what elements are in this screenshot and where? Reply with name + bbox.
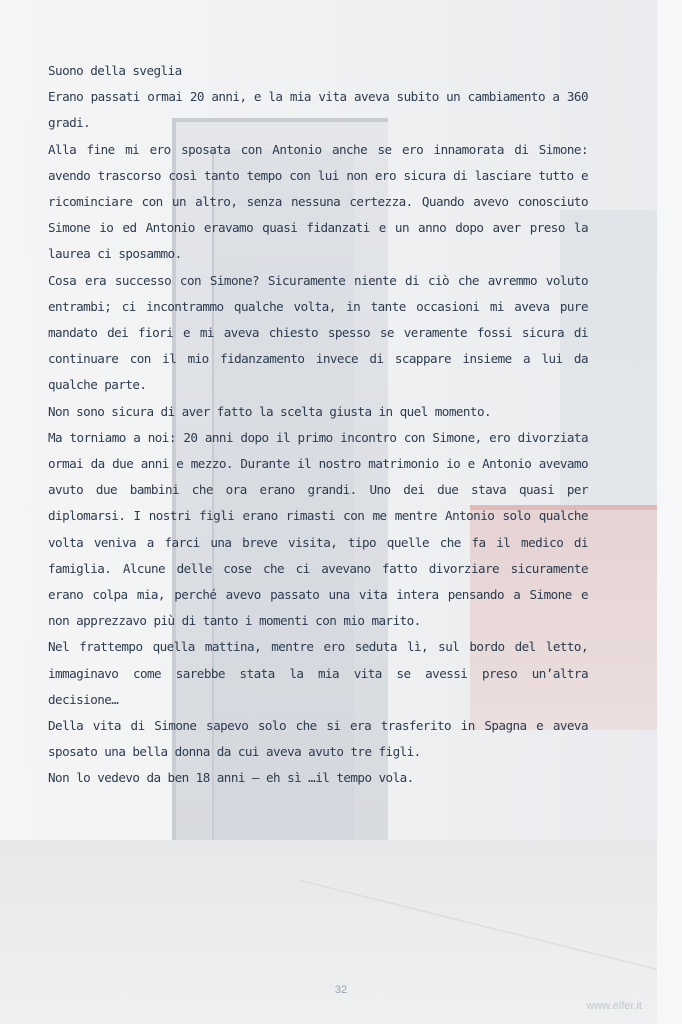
paragraph: Erano passati ormai 20 anni, e la mia vita aveva subito un cambiamento a 360 gradi. (48, 89, 588, 131)
paragraph: Cosa era successo con Simone? Sicuramente niente di ciò che avremmo voluto entrambi; ci incontrammo qualche volta, in tante occasioni mi aveva pure mandato dei fiori e mi aveva chiesto spesso se veramente fossi sicura di continuare con il mio fidanzamento invece di scappare insieme a lui da qualche parte. (48, 272, 588, 393)
paragraph: Ma torniamo a noi: 20 anni dopo il primo incontro con Simone, ero divorziata ormai da due anni e mezzo. Durante il nostro matrimonio io e Antonio avevamo avuto due bambini che ora erano grandi. Uno dei due stava quasi per diplomarsi. I nostri figli erano rimasti con me mentre Antonio solo qualche volta veniva a farci una breve visita, tipo quelle che fa il medico di famiglia. Alcune delle cose che ci avevano fatto divorziare sicuramente erano colpa mia, perché avevo passato una vita intera pensando a Simone e non apprezzavo più di tanto i momenti con mio marito. (48, 429, 588, 629)
paragraph-title: Suono della sveglia (48, 63, 182, 78)
story-text (48, 58, 588, 792)
paragraph: Nel frattempo quella mattina, mentre ero seduta lì, sul bordo del letto, immaginavo come sarebbe stata la mia vita se avessi preso un’altra decisione… (48, 639, 588, 707)
background-floor (0, 840, 657, 1024)
paragraph: Non lo vedevo da ben 18 anni – eh sì …il tempo vola. (48, 770, 414, 786)
paragraph: Della vita di Simone sapevo solo che si era trasferito in Spagna e aveva sposato una bella donna da cui aveva avuto tre figli. (48, 718, 588, 760)
page-number: 32 (334, 984, 348, 996)
page-margin (657, 0, 682, 1024)
paragraph: Non sono sicura di aver fatto la scelta giusta in quel momento. (48, 403, 492, 419)
site-url: www.elfer.it (586, 1000, 642, 1012)
paragraph: Alla fine mi ero sposata con Antonio anche se ero innamorata di Simone: avendo trascorso così tanto tempo con lui non ero sicura di lasciare tutto e ricominciare con un altro, senza nessuna certezza. Quando avevo conosciuto Simone io ed Antonio eravamo quasi fidanzati e un anno dopo aver preso la laurea ci sposammo. (48, 141, 588, 262)
